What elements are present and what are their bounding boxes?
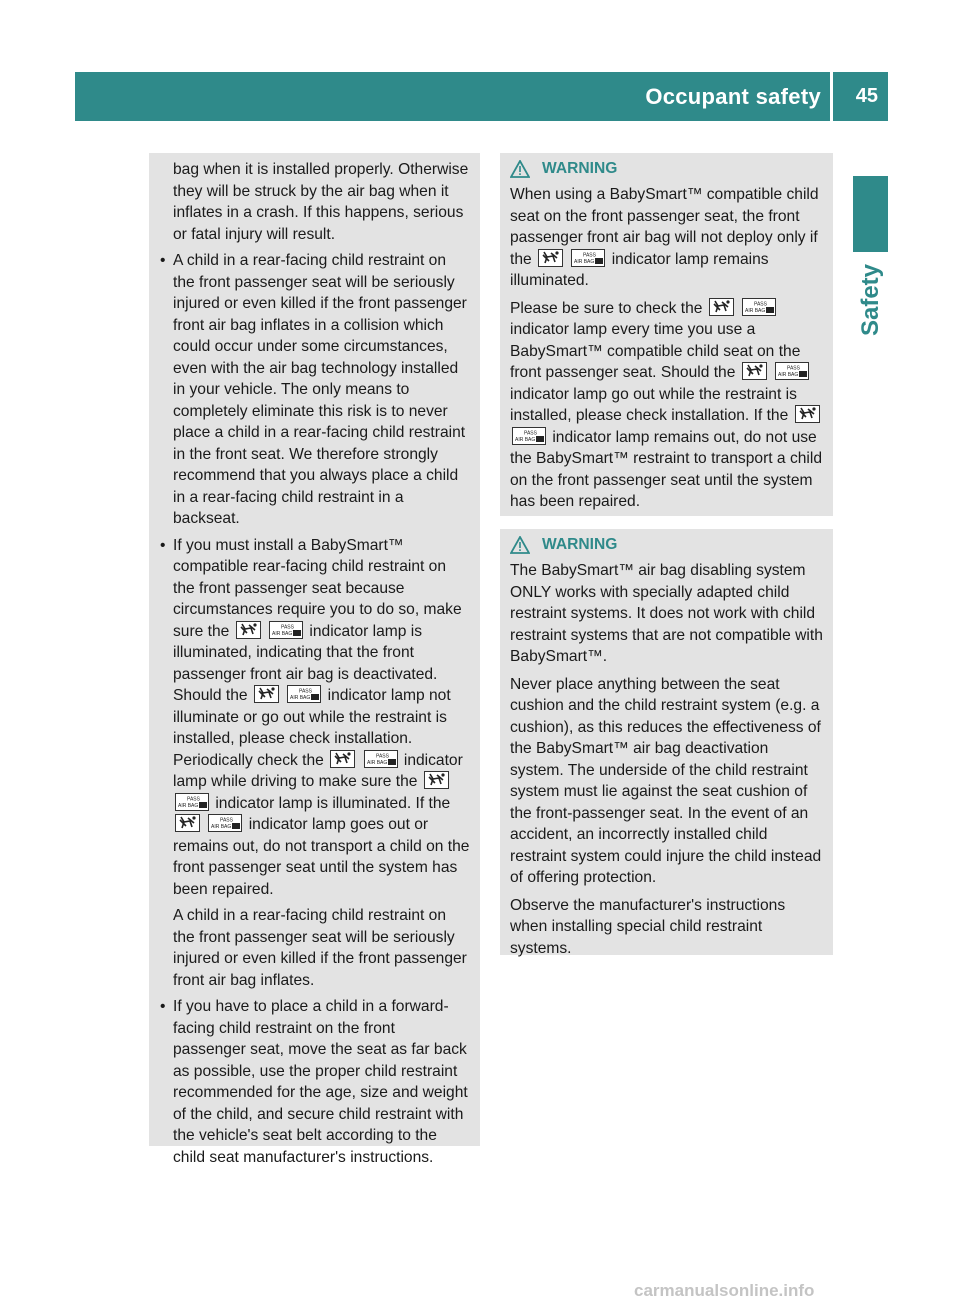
warning-title: WARNING: [542, 160, 618, 178]
text-run: indicator lamp not illuminate or go out while the restraint is installed, please check installation. Periodically check the: [173, 687, 451, 769]
side-tab-label: Safety: [857, 263, 885, 336]
pass-air-bag-off-icon: [175, 793, 209, 811]
child-seat-icon: [424, 771, 449, 789]
pass-air-bag-off-icon: [287, 685, 321, 703]
child-seat-icon: [236, 621, 261, 639]
header-divider: [830, 72, 833, 121]
child-seat-icon: [175, 814, 200, 832]
text-run: indicator lamp remains out, do not use the BabySmart™ restraint to transport a child on the front passenger seat until the system has been repaired.: [510, 428, 823, 510]
text-run: indicator lamp goes out or remains out, do not transport a child on the front passenger seat until the system has been repaired.: [173, 816, 470, 898]
pass-air-bag-off-icon: [571, 249, 605, 267]
warning-triangle-icon: [510, 536, 530, 554]
child-seat-icon: [538, 249, 563, 267]
side-color-block: [853, 176, 888, 252]
section-title: Occupant safety: [645, 84, 821, 109]
text-run: Please be sure to check the: [510, 299, 703, 317]
pass-air-bag-off-icon: [512, 427, 546, 445]
text-run: If you must install a BabySmart™ compatible rear-facing child restraint on the front passenger seat because circumstances require you to do so, make sure the: [173, 536, 462, 640]
bullet-item: • If you have to place a child in a forward-facing child restraint on the front passenger seat, move the seat as far back as possible, use the proper child restraint recommended for the age, size and weight of the child, and secure child restraint with the vehicle's seat belt according to the child seat manufacturer's instructions.: [173, 996, 472, 1168]
bullet-item: • A child in a rear-facing child restraint on the front passenger seat will be seriously injured or even killed if the front passenger front air bag inflates in a collision which could occur under some circumstances, even with the air bag technology installed in your vehicle. The only means to completely eliminate this risk is to never place a child in a rear-facing child restraint in the front seat. We therefore strongly recommend that you always place a child in a rear-facing child restraint in a backseat.: [173, 250, 472, 530]
child-seat-icon: [742, 362, 767, 380]
text-run: indicator lamp is illuminated. If the: [215, 794, 451, 812]
page-header: [75, 72, 888, 121]
warning-header: [510, 533, 825, 557]
child-seat-icon: [709, 298, 734, 316]
text-run: indicator lamp is illuminated, indicating that the front passenger front air bag is deactivated. Should the: [173, 622, 438, 704]
warning-box: [500, 529, 833, 955]
paragraph: [510, 184, 825, 292]
warning-triangle-icon: [510, 160, 530, 178]
text-run: indicator lamp go out while the restraint is installed, please check installation. If the: [510, 385, 797, 424]
child-seat-icon: [795, 405, 820, 423]
child-seat-icon: [330, 750, 355, 768]
pass-air-bag-off-icon: [775, 362, 809, 380]
paragraph: Never place anything between the seat cushion and the child restraint system (e.g. a cushion), as this reduces the effectiveness of the BabySmart™ air bag deactivation system. The underside of the child restraint system must lie against the seat cushion of the front-passenger seat. In the event of an accident, an incorrectly installed child restraint system could injure the child instead of offering protection.: [510, 675, 822, 886]
side-tab-safety: [843, 262, 899, 337]
paragraph: The BabySmart™ air bag disabling system ONLY works with specially adapted child restraint systems. It does not work with child restraint systems that are not compatible with BabySmart™.: [510, 562, 823, 665]
paragraph: Observe the manufacturer's instructions when installing special child restraint systems.: [510, 896, 786, 957]
paragraph: A child in a rear-facing child restraint on the front passenger seat will be seriously injured or even killed if the front passenger front air bag inflates.: [173, 907, 467, 989]
warning-header: [510, 157, 825, 181]
bullet-item: [173, 535, 472, 901]
warning-box: [500, 153, 833, 516]
text-run: indicator lamp while driving to make sure the: [173, 751, 463, 790]
page-number: 45: [855, 85, 878, 107]
child-seat-icon: [254, 685, 279, 703]
pass-air-bag-off-icon: [269, 621, 303, 639]
paragraph: [510, 298, 825, 513]
text-run: indicator lamp every time you use a BabySmart™ compatible child seat on the front passenger seat. Should the: [510, 321, 801, 381]
pass-air-bag-off-icon: [742, 298, 776, 316]
pass-air-bag-off-icon: [208, 814, 242, 832]
pass-air-bag-off-icon: [364, 750, 398, 768]
text-run: indicator lamp remains illuminated.: [510, 250, 769, 289]
left-text-column: [149, 153, 480, 1166]
footer-watermark: carmanualsonline.info: [634, 1281, 815, 1300]
warning-title: WARNING: [542, 536, 618, 554]
paragraph: bag when it is installed properly. Otherwise they will be struck by the air bag when it inflates in a crash. If this happens, serious or fatal injury will result.: [173, 161, 469, 243]
text-run: When using a BabySmart™ compatible child seat on the front passenger seat, the front passenger front air bag will not deploy only if the: [510, 186, 819, 268]
